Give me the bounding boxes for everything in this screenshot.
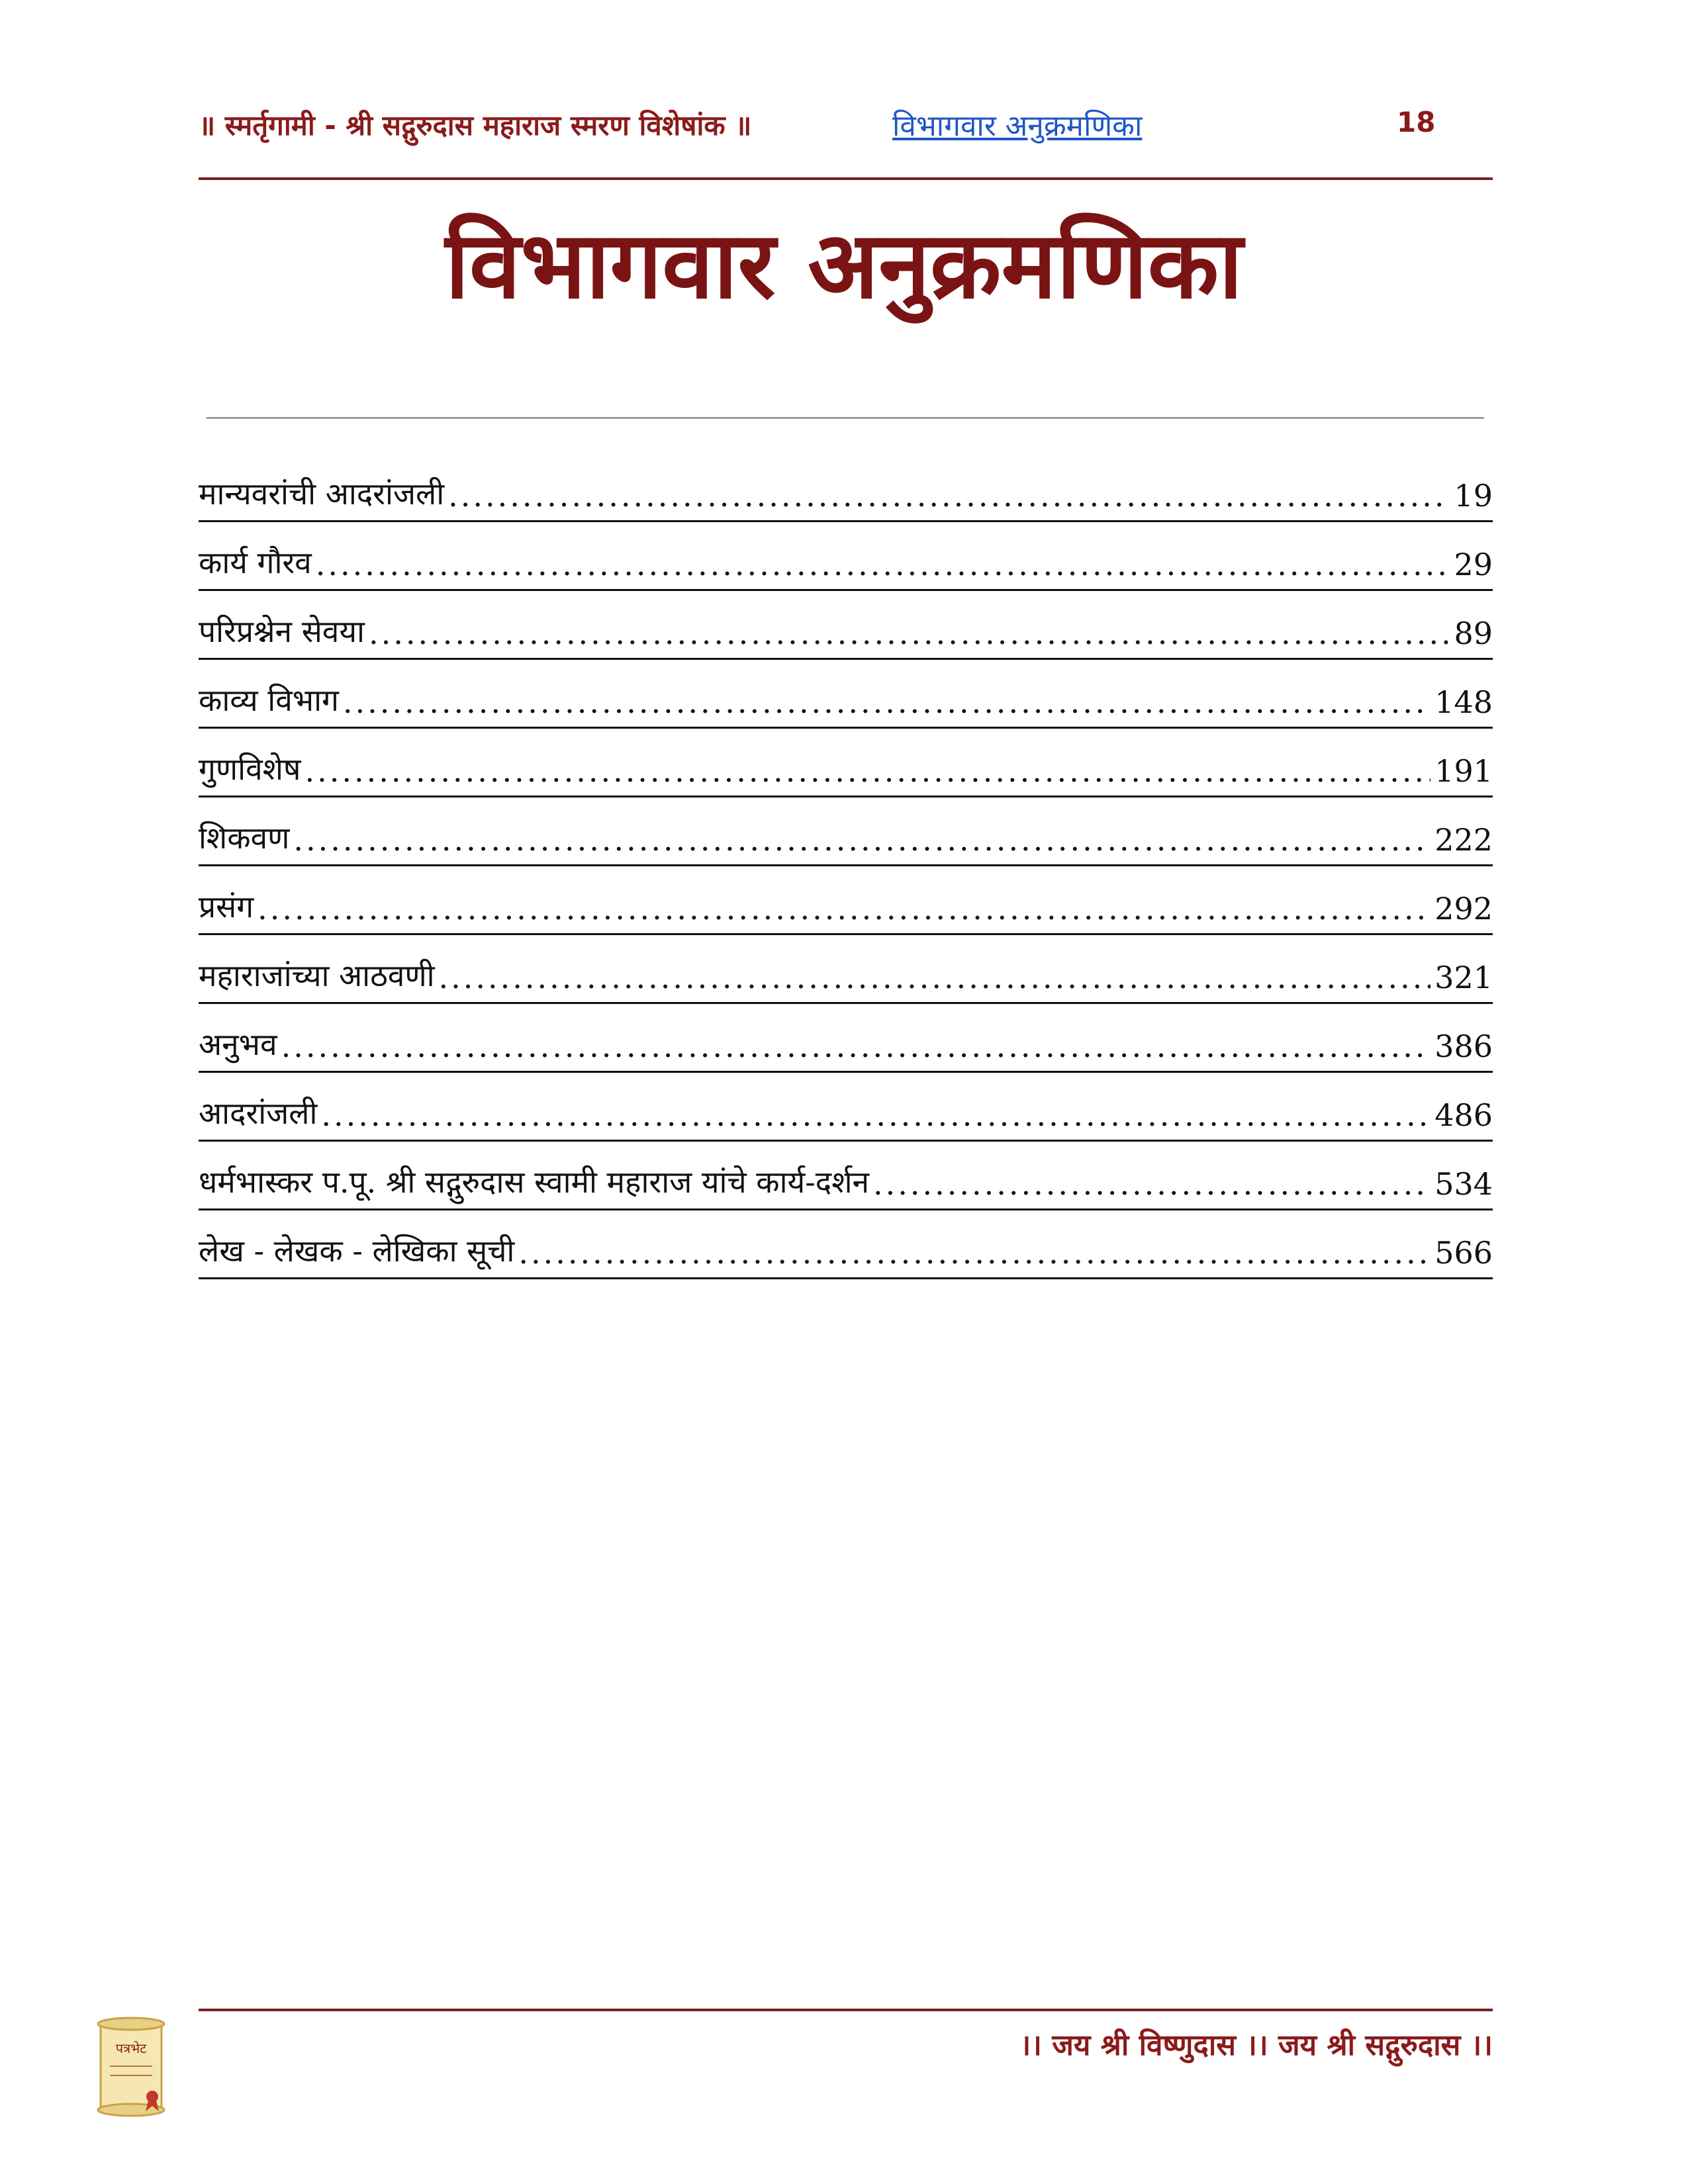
toc-entry-label: कार्य गौरव	[199, 545, 312, 580]
toc-entry-page: 222	[1434, 822, 1493, 858]
toc-entry[interactable]	[199, 1210, 1493, 1279]
toc-entry-page: 566	[1434, 1235, 1493, 1271]
page-header	[199, 99, 1476, 152]
toc-entry-label: गुणविशेष	[199, 751, 301, 787]
toc-entry-label: आदरांजली	[199, 1095, 318, 1131]
toc-leader-dots	[258, 891, 1430, 927]
toc-entry-label: महाराजांच्या आठवणी	[199, 958, 435, 993]
toc-leader-dots	[305, 753, 1431, 789]
logo-text: पत्रभेट	[115, 2040, 147, 2056]
header-page-number: 18	[1397, 106, 1436, 138]
toc-entry-label: मान्यवरांची आदरांजली	[199, 476, 445, 512]
toc-entry-page: 148	[1434, 684, 1493, 720]
toc-entry-page: 89	[1454, 615, 1493, 651]
footer-divider	[199, 2009, 1493, 2011]
toc-leader-dots	[343, 684, 1430, 720]
page-title: विभागवार अनुक्रमणिका	[445, 212, 1243, 320]
toc-leader-dots	[518, 1235, 1430, 1271]
toc-leader-dots	[873, 1166, 1430, 1202]
toc-entry-label: प्रसंग	[199, 889, 254, 925]
toc-entry-page: 19	[1454, 478, 1493, 514]
toc-entry-label: परिप्रश्नेन सेवया	[199, 614, 365, 649]
header-section-link[interactable]: विभागवार अनुक्रमणिका	[892, 109, 1143, 143]
toc-leader-dots	[439, 960, 1431, 995]
toc-entry[interactable]	[199, 453, 1493, 522]
toc-entry[interactable]	[199, 1073, 1493, 1142]
page-footer: ।। जय श्री विष्णुदास ।। जय श्री सद्गुरुदास ।।	[1019, 2028, 1493, 2062]
toc-entry[interactable]	[199, 522, 1493, 591]
toc-entry-label: लेख - लेखक - लेखिका सूची	[199, 1233, 515, 1269]
toc-entry[interactable]	[199, 935, 1493, 1004]
toc-entry-label: शिकवण	[199, 820, 290, 856]
toc-leader-dots	[321, 1097, 1430, 1133]
toc-entry[interactable]	[199, 866, 1493, 935]
toc-entry[interactable]	[199, 660, 1493, 729]
toc-entry-page: 534	[1434, 1166, 1493, 1202]
toc-entry[interactable]	[199, 729, 1493, 797]
toc-entry-label: अनुभव	[199, 1026, 277, 1062]
table-of-contents	[199, 453, 1493, 1279]
scroll-icon	[91, 2012, 171, 2124]
toc-leader-dots	[281, 1028, 1431, 1064]
toc-entry-page: 321	[1434, 960, 1493, 995]
title-divider	[207, 417, 1484, 419]
toc-entry-page: 386	[1434, 1028, 1493, 1064]
toc-entry-page: 292	[1434, 891, 1493, 927]
toc-entry-label: धर्मभास्कर प.पू. श्री सद्गुरुदास स्वामी महाराज यांचे कार्य-दर्शन	[199, 1164, 869, 1200]
toc-leader-dots	[316, 547, 1450, 582]
toc-leader-dots	[448, 478, 1450, 514]
header-publication-title: ॥ स्मर्तृगामी - श्री सद्गुरुदास महाराज स्मरण विशेषांक ॥	[199, 109, 752, 142]
toc-entry-label: काव्य विभाग	[199, 682, 339, 718]
toc-entry-page: 191	[1434, 753, 1493, 789]
toc-entry[interactable]	[199, 1004, 1493, 1073]
toc-entry[interactable]	[199, 591, 1493, 660]
toc-leader-dots	[293, 822, 1430, 858]
toc-entry-page: 29	[1454, 547, 1493, 582]
toc-entry-page: 486	[1434, 1097, 1493, 1133]
header-divider	[199, 177, 1493, 180]
toc-entry[interactable]	[199, 1142, 1493, 1210]
toc-leader-dots	[369, 615, 1450, 651]
toc-entry[interactable]	[199, 797, 1493, 866]
